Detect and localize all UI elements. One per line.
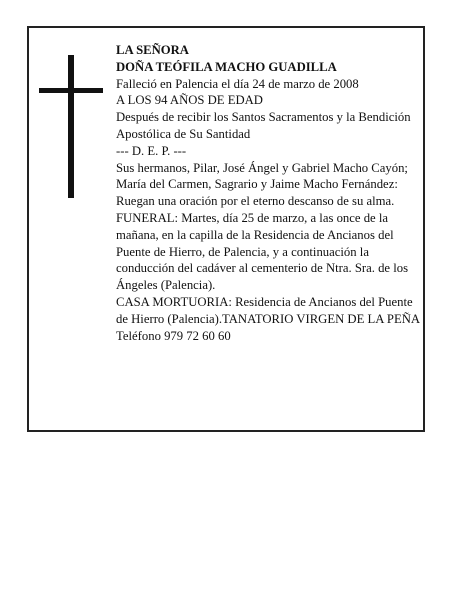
cross-horizontal-bar [39,88,103,93]
notice-title: LA SEÑORA [116,43,189,57]
family-line: Sus hermanos, Pilar, José Ángel y Gabriel Macho Cayón; María del Carmen, Sagrario y Jaime Macho Fernández: [116,160,408,192]
death-date-line: Falleció en Palencia el día 24 de marzo de 2008 [116,76,359,91]
dep-line: --- D. E. P. --- [116,143,187,158]
mortuary-line: CASA MORTUORIA: Residencia de Ancianos del Puente de Hierro (Palencia).TANATORIO VIRGEN DE LA PEÑA [116,294,421,326]
cross-icon [39,55,103,198]
phone-line: Teléfono 979 72 60 60 [116,328,231,343]
deceased-name: DOÑA TEÓFILA MACHO GUADILLA [116,59,337,74]
funeral-line: FUNERAL: Martes, día 25 de marzo, a las once de la mañana, en la capilla de la Residencia de Ancianos del Puente de Hierro, de Palencia, y a continuación la conducción del cadáver al cementerio de Ntra. Sra. de los Ángeles (Palencia). [116,210,409,293]
age-line: A LOS 94 AÑOS DE EDAD [116,93,263,108]
sacraments-line: Después de recibir los Santos Sacramentos y la Bendición Apostólica de Su Santidad [116,110,411,141]
cross-vertical-bar [68,55,74,198]
obituary-notice [27,26,425,432]
obituary-text [116,42,420,344]
prayer-line: Ruegan una oración por el eterno descanso de su alma. [116,194,395,209]
